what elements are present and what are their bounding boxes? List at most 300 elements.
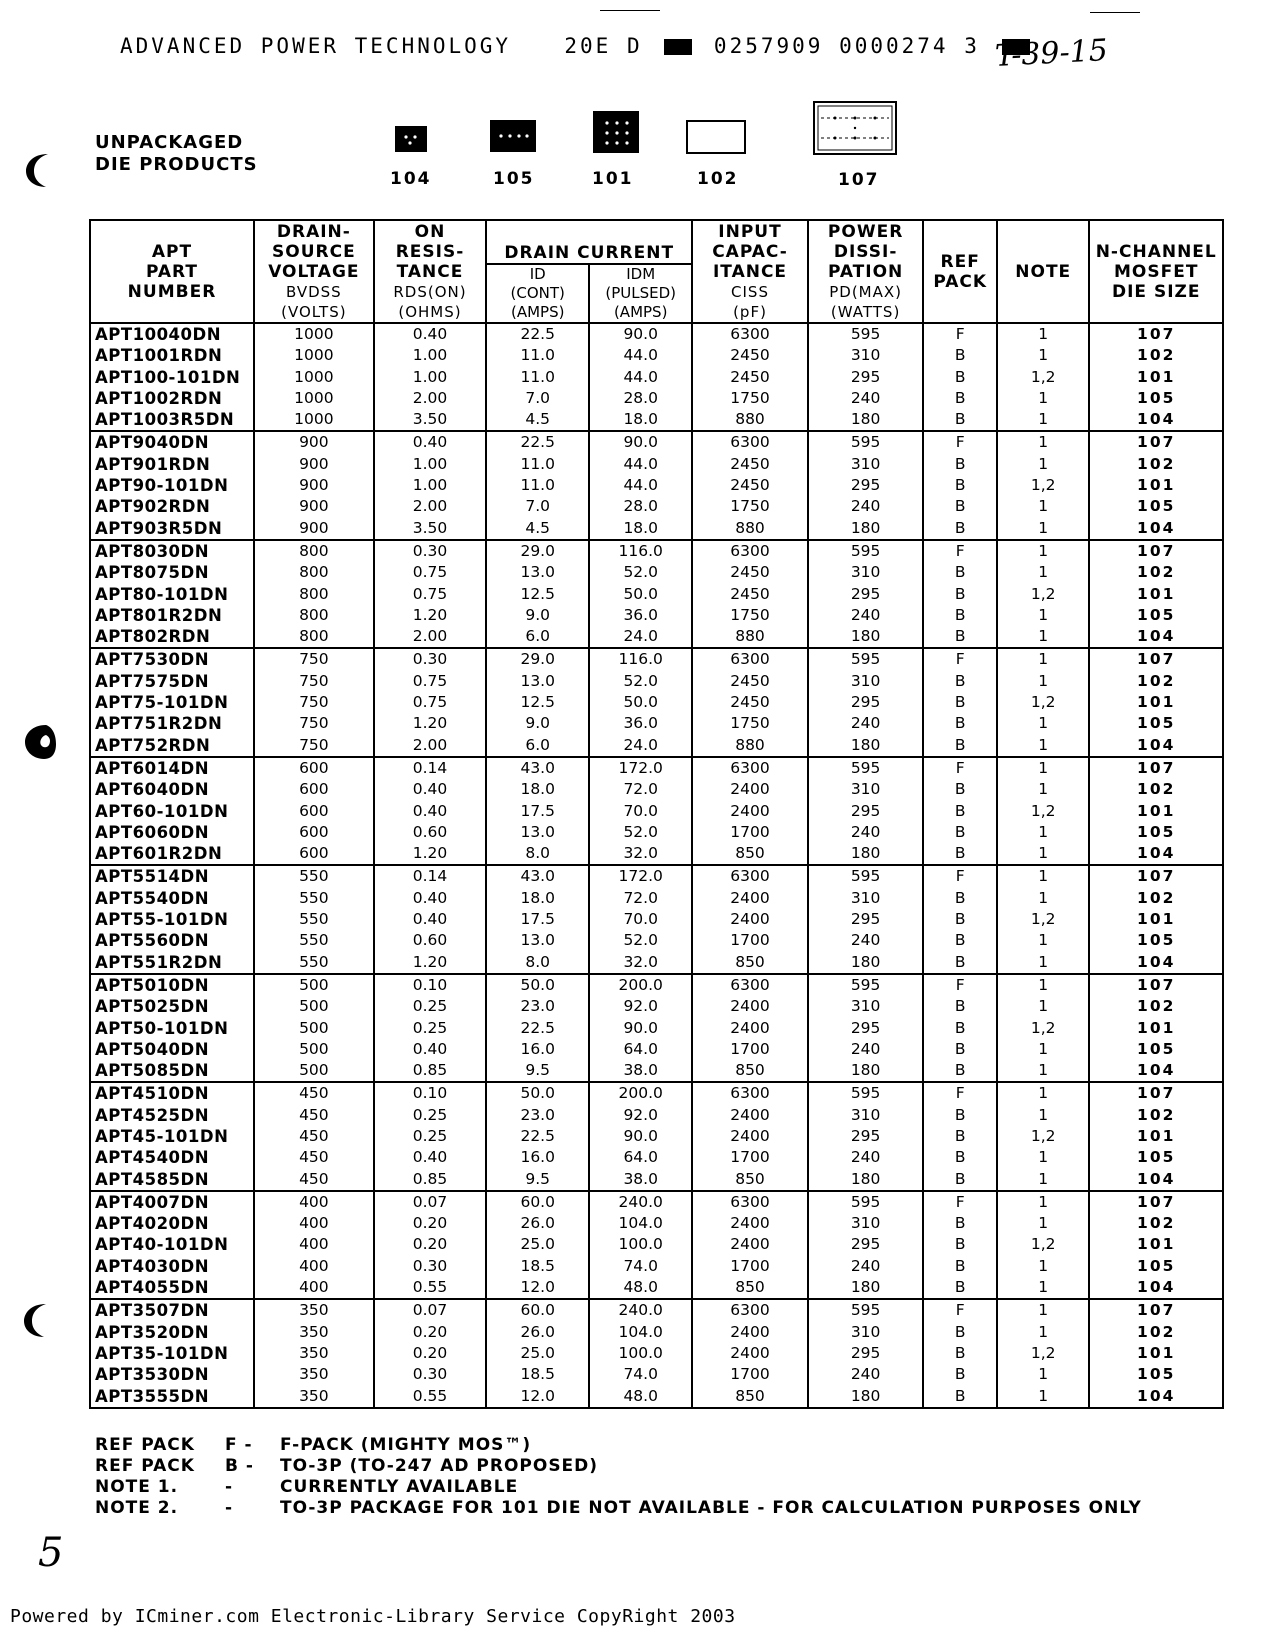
cell-ref-pack: B <box>923 367 997 388</box>
cell-die-size: 107 <box>1089 757 1223 779</box>
cell-part-number: APT903R5DN <box>90 518 254 540</box>
cell-ref-pack: F <box>923 1191 997 1213</box>
cell-ciss: 1700 <box>692 930 808 951</box>
col-header-pd: POWER DISSI- PATION PD(MAX) (WATTS) <box>808 220 924 323</box>
cell-ref-pack: F <box>923 323 997 345</box>
cell-part-number: APT4055DN <box>90 1277 254 1299</box>
cell-ref-pack: F <box>923 974 997 996</box>
cell-bvdss: 750 <box>254 671 374 692</box>
cell-note: 1 <box>997 779 1089 800</box>
cell-bvdss: 450 <box>254 1105 374 1126</box>
cell-ciss: 2450 <box>692 671 808 692</box>
cell-ciss: 2400 <box>692 996 808 1017</box>
cell-note: 1 <box>997 757 1089 779</box>
cell-id-cont: 9.5 <box>486 1169 589 1191</box>
cell-bvdss: 400 <box>254 1191 374 1213</box>
cell-part-number: APT4510DN <box>90 1082 254 1104</box>
cell-idm-pulsed: 100.0 <box>589 1343 692 1364</box>
table-row <box>90 367 1223 388</box>
cell-ciss: 850 <box>692 1386 808 1408</box>
footnote-key: REF PACK <box>95 1456 195 1476</box>
cell-id-cont: 29.0 <box>486 648 589 670</box>
cell-ref-pack: B <box>923 626 997 648</box>
cell-rds-on: 2.00 <box>374 735 486 757</box>
cell-ciss: 850 <box>692 1169 808 1191</box>
cell-id-cont: 60.0 <box>486 1191 589 1213</box>
cell-idm-pulsed: 90.0 <box>589 1018 692 1039</box>
cell-rds-on: 0.75 <box>374 584 486 605</box>
cell-pd-max: 295 <box>808 909 924 930</box>
cell-part-number: APT35-101DN <box>90 1343 254 1364</box>
cell-die-size: 102 <box>1089 562 1223 583</box>
cell-id-cont: 6.0 <box>486 626 589 648</box>
cell-pd-max: 180 <box>808 952 924 974</box>
cell-ref-pack: B <box>923 388 997 409</box>
cell-ciss: 880 <box>692 409 808 431</box>
cell-ref-pack: F <box>923 1299 997 1321</box>
cell-die-size: 105 <box>1089 713 1223 734</box>
cell-part-number: APT601R2DN <box>90 843 254 865</box>
cell-pd-max: 240 <box>808 388 924 409</box>
cell-id-cont: 9.5 <box>486 1060 589 1082</box>
cell-idm-pulsed: 44.0 <box>589 367 692 388</box>
cell-note: 1,2 <box>997 801 1089 822</box>
cell-bvdss: 500 <box>254 1018 374 1039</box>
table-row <box>90 1277 1223 1299</box>
cell-id-cont: 17.5 <box>486 801 589 822</box>
table-row <box>90 584 1223 605</box>
cell-pd-max: 310 <box>808 454 924 475</box>
cell-rds-on: 0.30 <box>374 1256 486 1277</box>
cell-idm-pulsed: 72.0 <box>589 779 692 800</box>
punch-hole-icon <box>20 1300 54 1340</box>
cell-bvdss: 350 <box>254 1386 374 1408</box>
cell-ref-pack: B <box>923 930 997 951</box>
cell-part-number: APT1001RDN <box>90 345 254 366</box>
cell-idm-pulsed: 28.0 <box>589 496 692 517</box>
cell-pd-max: 180 <box>808 1386 924 1408</box>
cell-note: 1 <box>997 1191 1089 1213</box>
cell-id-cont: 22.5 <box>486 323 589 345</box>
cell-idm-pulsed: 32.0 <box>589 952 692 974</box>
table-row <box>90 1234 1223 1255</box>
cell-pd-max: 310 <box>808 1105 924 1126</box>
table-row <box>90 974 1223 996</box>
cell-note: 1 <box>997 648 1089 670</box>
cell-die-size: 101 <box>1089 692 1223 713</box>
cell-ciss: 6300 <box>692 540 808 562</box>
cell-bvdss: 900 <box>254 454 374 475</box>
cell-id-cont: 13.0 <box>486 671 589 692</box>
cell-note: 1 <box>997 1277 1089 1299</box>
cell-die-size: 101 <box>1089 1234 1223 1255</box>
cell-idm-pulsed: 38.0 <box>589 1169 692 1191</box>
cell-id-cont: 6.0 <box>486 735 589 757</box>
cell-die-size: 105 <box>1089 1256 1223 1277</box>
cell-ref-pack: B <box>923 779 997 800</box>
cell-part-number: APT7530DN <box>90 648 254 670</box>
table-row <box>90 475 1223 496</box>
cell-rds-on: 0.20 <box>374 1234 486 1255</box>
cell-note: 1 <box>997 1105 1089 1126</box>
cell-ref-pack: B <box>923 496 997 517</box>
table-row <box>90 1256 1223 1277</box>
cell-ref-pack: B <box>923 345 997 366</box>
cell-ref-pack: B <box>923 822 997 843</box>
cell-ref-pack: F <box>923 431 997 453</box>
cell-ciss: 6300 <box>692 865 808 887</box>
footnote-separator: B - <box>225 1456 254 1476</box>
table-row <box>90 540 1223 562</box>
cell-idm-pulsed: 50.0 <box>589 584 692 605</box>
cell-ciss: 6300 <box>692 648 808 670</box>
cell-id-cont: 11.0 <box>486 367 589 388</box>
cell-die-size: 102 <box>1089 1322 1223 1343</box>
cell-ref-pack: B <box>923 1105 997 1126</box>
cell-ref-pack: B <box>923 692 997 713</box>
cell-part-number: APT901RDN <box>90 454 254 475</box>
cell-rds-on: 0.14 <box>374 865 486 887</box>
cell-note: 1,2 <box>997 692 1089 713</box>
cell-id-cont: 18.0 <box>486 888 589 909</box>
cell-note: 1 <box>997 1256 1089 1277</box>
cell-note: 1 <box>997 1213 1089 1234</box>
die-102-icon <box>686 120 746 154</box>
cell-rds-on: 0.40 <box>374 801 486 822</box>
document-header <box>120 34 1036 58</box>
table-row <box>90 865 1223 887</box>
cell-idm-pulsed: 24.0 <box>589 735 692 757</box>
cell-idm-pulsed: 116.0 <box>589 648 692 670</box>
cell-ciss: 1700 <box>692 1039 808 1060</box>
table-row <box>90 454 1223 475</box>
cell-bvdss: 550 <box>254 865 374 887</box>
cell-rds-on: 0.30 <box>374 648 486 670</box>
cell-idm-pulsed: 36.0 <box>589 713 692 734</box>
cell-part-number: APT10040DN <box>90 323 254 345</box>
cell-part-number: APT5085DN <box>90 1060 254 1082</box>
cell-bvdss: 500 <box>254 1039 374 1060</box>
cell-part-number: APT50-101DN <box>90 1018 254 1039</box>
cell-ciss: 6300 <box>692 974 808 996</box>
table-row <box>90 1126 1223 1147</box>
cell-bvdss: 600 <box>254 801 374 822</box>
cell-note: 1 <box>997 540 1089 562</box>
cell-idm-pulsed: 92.0 <box>589 1105 692 1126</box>
col-header-die-size: N-CHANNEL MOSFET DIE SIZE <box>1089 220 1223 323</box>
table-row <box>90 648 1223 670</box>
cell-ref-pack: B <box>923 801 997 822</box>
cell-part-number: APT802RDN <box>90 626 254 648</box>
cell-idm-pulsed: 50.0 <box>589 692 692 713</box>
cell-bvdss: 400 <box>254 1234 374 1255</box>
cell-note: 1,2 <box>997 584 1089 605</box>
cell-ciss: 1700 <box>692 1256 808 1277</box>
cell-note: 1 <box>997 409 1089 431</box>
col-header-ciss: INPUT CAPAC- ITANCE CISS (pF) <box>692 220 808 323</box>
cell-ref-pack: B <box>923 1147 997 1168</box>
cell-bvdss: 450 <box>254 1082 374 1104</box>
cell-ciss: 1750 <box>692 605 808 626</box>
cell-pd-max: 595 <box>808 1299 924 1321</box>
cell-rds-on: 0.55 <box>374 1277 486 1299</box>
cell-part-number: APT902RDN <box>90 496 254 517</box>
cell-ref-pack: B <box>923 1060 997 1082</box>
footnote-line <box>95 1477 1142 1498</box>
cell-pd-max: 310 <box>808 888 924 909</box>
cell-bvdss: 1000 <box>254 323 374 345</box>
cell-note: 1 <box>997 1299 1089 1321</box>
cell-id-cont: 13.0 <box>486 930 589 951</box>
cell-rds-on: 1.20 <box>374 952 486 974</box>
cell-die-size: 104 <box>1089 1060 1223 1082</box>
cell-note: 1 <box>997 843 1089 865</box>
die-101-icon <box>593 111 639 153</box>
cell-die-size: 105 <box>1089 1039 1223 1060</box>
cell-bvdss: 600 <box>254 843 374 865</box>
cell-note: 1 <box>997 713 1089 734</box>
footnote-text: TO-3P (TO-247 AD PROPOSED) <box>280 1456 599 1476</box>
cell-idm-pulsed: 36.0 <box>589 605 692 626</box>
cell-part-number: APT4007DN <box>90 1191 254 1213</box>
cell-pd-max: 295 <box>808 367 924 388</box>
cell-id-cont: 50.0 <box>486 1082 589 1104</box>
cell-idm-pulsed: 172.0 <box>589 865 692 887</box>
cell-die-size: 101 <box>1089 1126 1223 1147</box>
cell-bvdss: 1000 <box>254 345 374 366</box>
cell-pd-max: 180 <box>808 518 924 540</box>
cell-pd-max: 595 <box>808 323 924 345</box>
cell-note: 1 <box>997 345 1089 366</box>
cell-note: 1 <box>997 1386 1089 1408</box>
cell-idm-pulsed: 18.0 <box>589 409 692 431</box>
cell-ciss: 6300 <box>692 431 808 453</box>
table-row <box>90 952 1223 974</box>
cell-ref-pack: B <box>923 1039 997 1060</box>
cell-idm-pulsed: 104.0 <box>589 1213 692 1234</box>
cell-note: 1,2 <box>997 367 1089 388</box>
cell-bvdss: 800 <box>254 562 374 583</box>
cell-die-size: 107 <box>1089 648 1223 670</box>
cell-pd-max: 595 <box>808 540 924 562</box>
cell-bvdss: 350 <box>254 1343 374 1364</box>
cell-die-size: 104 <box>1089 518 1223 540</box>
cell-bvdss: 450 <box>254 1147 374 1168</box>
cell-pd-max: 595 <box>808 1082 924 1104</box>
cell-rds-on: 0.30 <box>374 540 486 562</box>
cell-rds-on: 0.85 <box>374 1169 486 1191</box>
spec-table <box>89 219 1224 1409</box>
cell-part-number: APT551R2DN <box>90 952 254 974</box>
table-row <box>90 409 1223 431</box>
cell-idm-pulsed: 70.0 <box>589 801 692 822</box>
cell-rds-on: 0.40 <box>374 779 486 800</box>
die-105-icon <box>490 120 536 152</box>
cell-die-size: 105 <box>1089 388 1223 409</box>
cell-id-cont: 23.0 <box>486 996 589 1017</box>
cell-rds-on: 0.40 <box>374 1039 486 1060</box>
cell-ciss: 850 <box>692 952 808 974</box>
cell-id-cont: 43.0 <box>486 865 589 887</box>
cell-rds-on: 1.00 <box>374 454 486 475</box>
cell-ref-pack: B <box>923 1322 997 1343</box>
cell-part-number: APT3555DN <box>90 1386 254 1408</box>
heading-line: DIE PRODUCTS <box>95 154 258 175</box>
cell-die-size: 105 <box>1089 1364 1223 1385</box>
cell-bvdss: 350 <box>254 1364 374 1385</box>
cell-pd-max: 310 <box>808 562 924 583</box>
table-row <box>90 930 1223 951</box>
cell-bvdss: 900 <box>254 431 374 453</box>
cell-idm-pulsed: 48.0 <box>589 1386 692 1408</box>
cell-rds-on: 0.40 <box>374 888 486 909</box>
cell-ciss: 2400 <box>692 1322 808 1343</box>
cell-id-cont: 22.5 <box>486 1018 589 1039</box>
cell-note: 1 <box>997 671 1089 692</box>
cell-bvdss: 500 <box>254 996 374 1017</box>
table-row <box>90 496 1223 517</box>
cell-ciss: 1700 <box>692 822 808 843</box>
table-row <box>90 713 1223 734</box>
cell-pd-max: 180 <box>808 843 924 865</box>
cell-ref-pack: B <box>923 1213 997 1234</box>
cell-rds-on: 0.14 <box>374 757 486 779</box>
footnote-text: TO-3P PACKAGE FOR 101 DIE NOT AVAILABLE - FOR CALCULATION PURPOSES ONLY <box>280 1498 1142 1518</box>
cell-id-cont: 60.0 <box>486 1299 589 1321</box>
cell-pd-max: 295 <box>808 1343 924 1364</box>
cell-pd-max: 240 <box>808 605 924 626</box>
cell-rds-on: 1.00 <box>374 345 486 366</box>
cell-note: 1,2 <box>997 909 1089 930</box>
cell-idm-pulsed: 200.0 <box>589 1082 692 1104</box>
cell-ref-pack: B <box>923 605 997 626</box>
cell-id-cont: 12.5 <box>486 584 589 605</box>
cell-rds-on: 2.00 <box>374 496 486 517</box>
cell-id-cont: 4.5 <box>486 518 589 540</box>
cell-idm-pulsed: 200.0 <box>589 974 692 996</box>
cell-idm-pulsed: 52.0 <box>589 930 692 951</box>
table-row <box>90 888 1223 909</box>
cell-idm-pulsed: 44.0 <box>589 345 692 366</box>
cell-bvdss: 550 <box>254 930 374 951</box>
cell-die-size: 102 <box>1089 888 1223 909</box>
cell-idm-pulsed: 74.0 <box>589 1256 692 1277</box>
cell-rds-on: 0.60 <box>374 822 486 843</box>
footnote-key: NOTE 2. <box>95 1498 179 1518</box>
cell-pd-max: 310 <box>808 1213 924 1234</box>
cell-id-cont: 16.0 <box>486 1147 589 1168</box>
cell-id-cont: 16.0 <box>486 1039 589 1060</box>
cell-bvdss: 750 <box>254 713 374 734</box>
col-header-ref-pack: REF PACK <box>923 220 997 323</box>
cell-id-cont: 17.5 <box>486 909 589 930</box>
cell-ciss: 2400 <box>692 1234 808 1255</box>
cell-die-size: 105 <box>1089 1147 1223 1168</box>
cell-pd-max: 295 <box>808 1126 924 1147</box>
cell-idm-pulsed: 32.0 <box>589 843 692 865</box>
cell-idm-pulsed: 72.0 <box>589 888 692 909</box>
cell-id-cont: 26.0 <box>486 1213 589 1234</box>
table-row <box>90 822 1223 843</box>
cell-bvdss: 500 <box>254 1060 374 1082</box>
cell-ref-pack: B <box>923 1126 997 1147</box>
cell-pd-max: 240 <box>808 1256 924 1277</box>
cell-note: 1 <box>997 496 1089 517</box>
cell-note: 1 <box>997 1039 1089 1060</box>
cell-idm-pulsed: 90.0 <box>589 431 692 453</box>
cell-pd-max: 240 <box>808 1147 924 1168</box>
cell-ciss: 6300 <box>692 1299 808 1321</box>
cell-id-cont: 11.0 <box>486 454 589 475</box>
cell-pd-max: 595 <box>808 865 924 887</box>
doc-number: 0257909 0000274 3 <box>713 34 980 58</box>
col-header-bvdss: DRAIN- SOURCE VOLTAGE BVDSS (VOLTS) <box>254 220 374 323</box>
cell-pd-max: 295 <box>808 584 924 605</box>
cell-id-cont: 12.0 <box>486 1277 589 1299</box>
cell-ref-pack: B <box>923 952 997 974</box>
cell-rds-on: 0.75 <box>374 692 486 713</box>
cell-note: 1,2 <box>997 475 1089 496</box>
cell-pd-max: 180 <box>808 1169 924 1191</box>
cell-pd-max: 240 <box>808 822 924 843</box>
cell-bvdss: 600 <box>254 779 374 800</box>
cell-id-cont: 9.0 <box>486 713 589 734</box>
die-104-icon <box>395 126 427 152</box>
cell-pd-max: 595 <box>808 648 924 670</box>
cell-id-cont: 12.5 <box>486 692 589 713</box>
cell-rds-on: 0.07 <box>374 1299 486 1321</box>
cell-ciss: 2400 <box>692 779 808 800</box>
cell-die-size: 105 <box>1089 605 1223 626</box>
col-header-rds: ON RESIS- TANCE RDS(ON) (OHMS) <box>374 220 486 323</box>
table-row <box>90 562 1223 583</box>
col-header-note: NOTE <box>997 220 1089 323</box>
cell-ciss: 6300 <box>692 323 808 345</box>
cell-note: 1 <box>997 562 1089 583</box>
cell-note: 1,2 <box>997 1018 1089 1039</box>
cell-ciss: 2450 <box>692 367 808 388</box>
cell-bvdss: 350 <box>254 1299 374 1321</box>
cell-bvdss: 1000 <box>254 367 374 388</box>
cell-rds-on: 1.20 <box>374 605 486 626</box>
cell-die-size: 107 <box>1089 431 1223 453</box>
cell-part-number: APT6060DN <box>90 822 254 843</box>
cell-die-size: 101 <box>1089 584 1223 605</box>
cell-die-size: 104 <box>1089 409 1223 431</box>
cell-die-size: 104 <box>1089 626 1223 648</box>
cell-ciss: 1750 <box>692 388 808 409</box>
cell-pd-max: 240 <box>808 713 924 734</box>
cell-ciss: 6300 <box>692 757 808 779</box>
footnote-text: CURRENTLY AVAILABLE <box>280 1477 519 1497</box>
col-header-idm: IDM (PULSED) (AMPS) <box>589 264 692 323</box>
cell-idm-pulsed: 64.0 <box>589 1147 692 1168</box>
cell-rds-on: 2.00 <box>374 388 486 409</box>
cell-id-cont: 13.0 <box>486 822 589 843</box>
cell-die-size: 102 <box>1089 345 1223 366</box>
cell-bvdss: 750 <box>254 648 374 670</box>
cell-part-number: APT6014DN <box>90 757 254 779</box>
cell-die-size: 107 <box>1089 540 1223 562</box>
cell-bvdss: 550 <box>254 888 374 909</box>
cell-die-size: 104 <box>1089 843 1223 865</box>
cell-bvdss: 400 <box>254 1277 374 1299</box>
cell-id-cont: 29.0 <box>486 540 589 562</box>
cell-part-number: APT3520DN <box>90 1322 254 1343</box>
cell-part-number: APT40-101DN <box>90 1234 254 1255</box>
cell-pd-max: 240 <box>808 1364 924 1385</box>
cell-part-number: APT1003R5DN <box>90 409 254 431</box>
